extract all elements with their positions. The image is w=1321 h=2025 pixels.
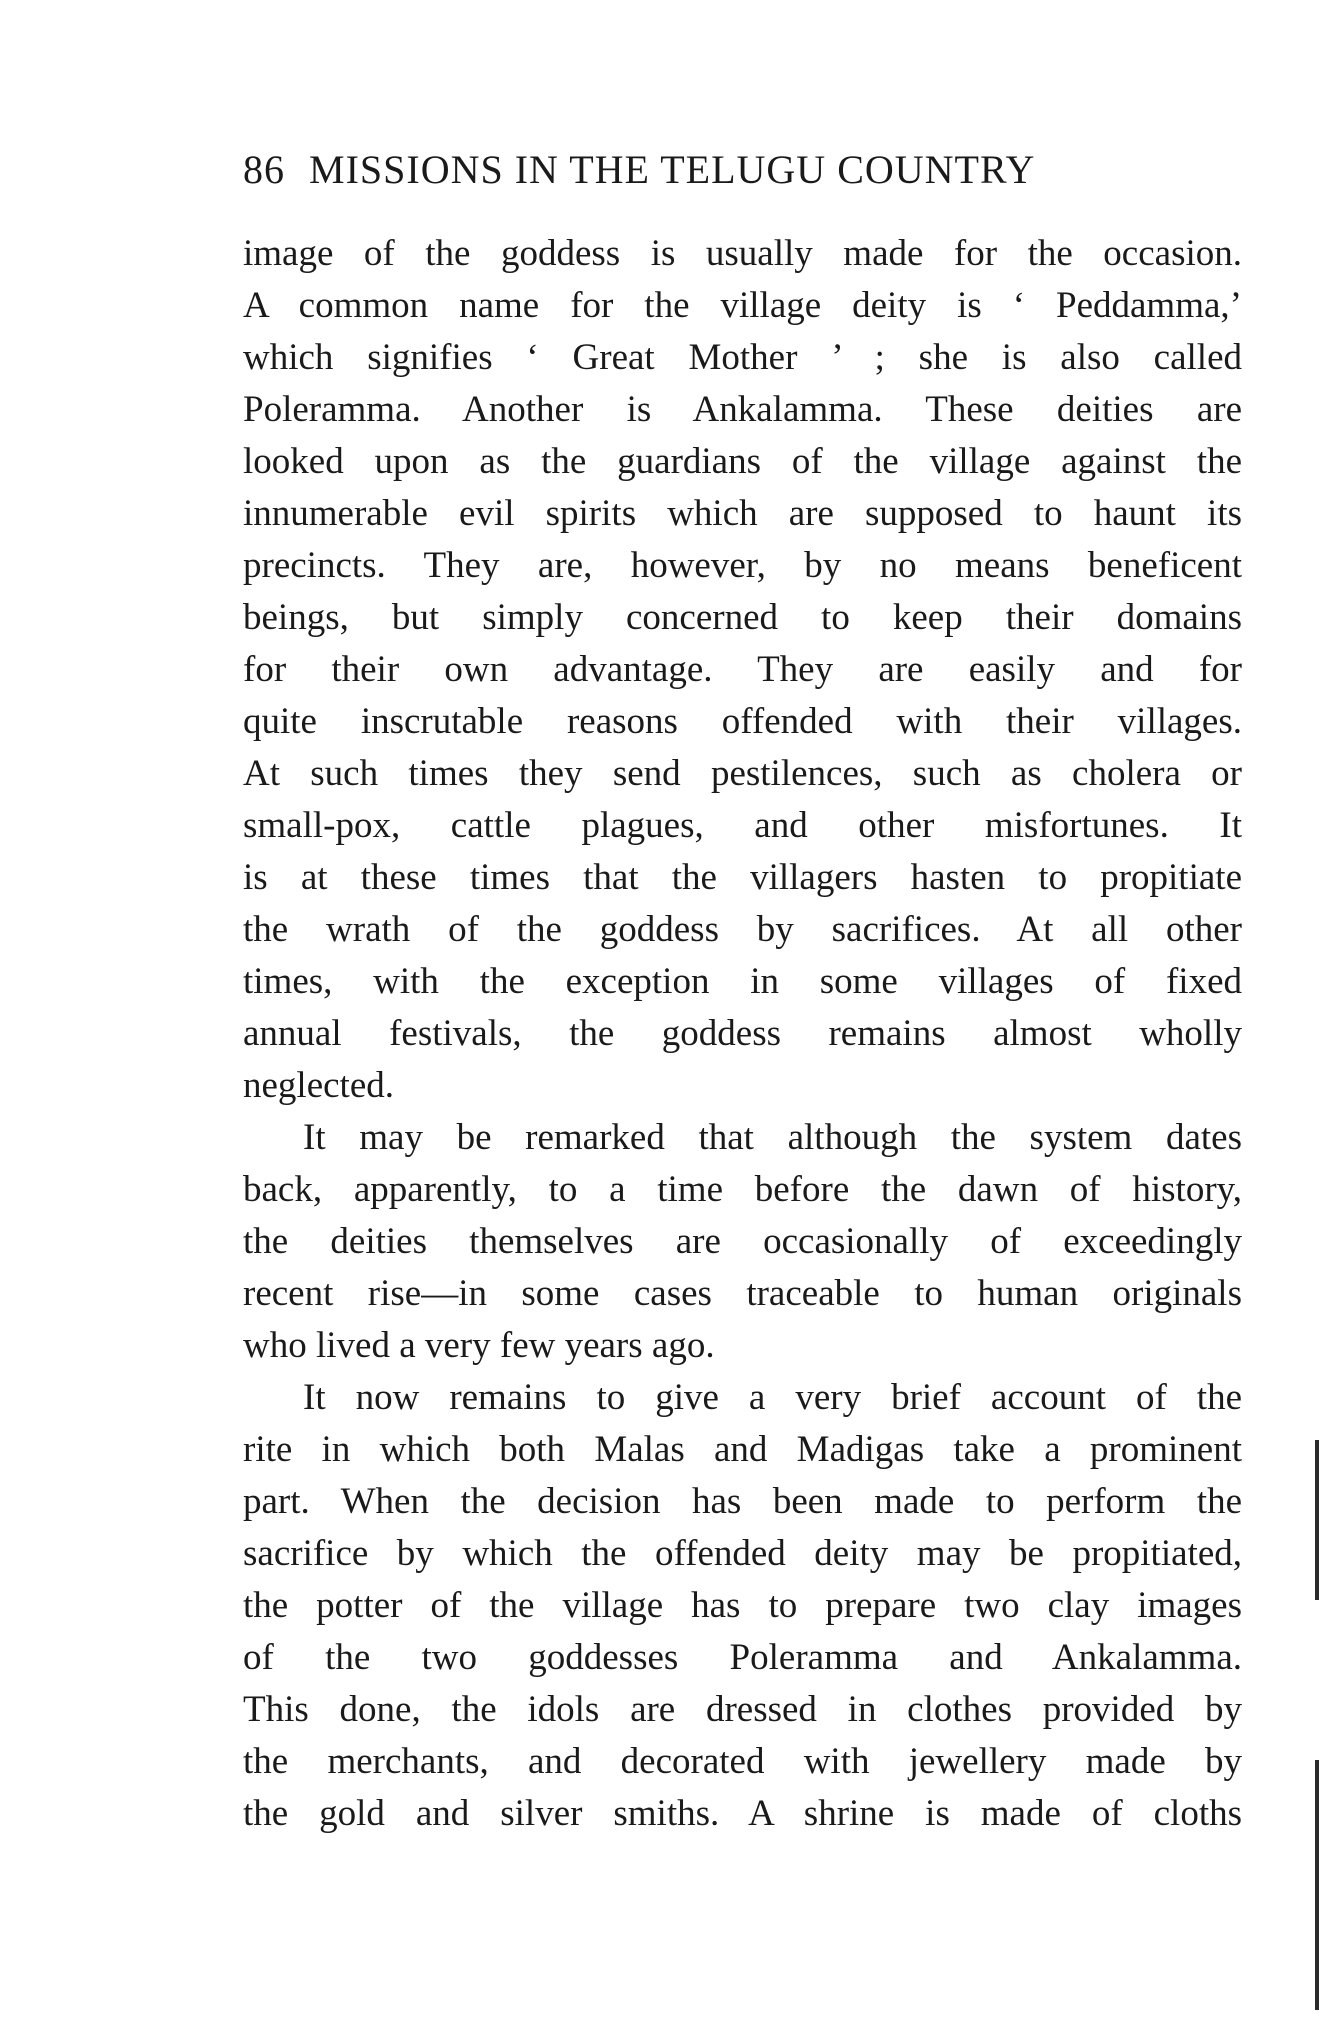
text-line: the potter of the village has to prepare two clay images bbox=[243, 1585, 1242, 1626]
text-line: neglected. bbox=[243, 1065, 394, 1106]
page-edge-shadow bbox=[1315, 1760, 1319, 2010]
text-line: annual festivals, the goddess remains almost wholly bbox=[243, 1013, 1242, 1054]
text-line: small-pox, cattle plagues, and other misfortunes. It bbox=[243, 805, 1242, 846]
text-line: who lived a very few years ago. bbox=[243, 1325, 715, 1366]
text-line: times, with the exception in some villages of fixed bbox=[243, 961, 1242, 1002]
text-line: It now remains to give a very brief account of the bbox=[303, 1377, 1242, 1418]
text-line: image of the goddess is usually made for the occasion. bbox=[243, 233, 1242, 274]
text-line: sacrifice by which the offended deity may be propitiated, bbox=[243, 1533, 1242, 1574]
running-head bbox=[243, 140, 1243, 200]
text-line: innumerable evil spirits which are supposed to haunt its bbox=[243, 493, 1242, 534]
text-line: the deities themselves are occasionally of exceedingly bbox=[243, 1221, 1242, 1262]
body-text bbox=[243, 228, 1242, 1840]
text-line: for their own advantage. They are easily and for bbox=[243, 649, 1242, 690]
text-line: rite in which both Malas and Madigas take a prominent bbox=[243, 1429, 1242, 1470]
text-line: recent rise—in some cases traceable to human originals bbox=[243, 1273, 1242, 1314]
text-line: back, apparently, to a time before the dawn of history, bbox=[243, 1169, 1242, 1210]
text-line: Poleramma. Another is Ankalamma. These deities are bbox=[243, 389, 1242, 430]
text-line: beings, but simply concerned to keep their domains bbox=[243, 597, 1242, 638]
page-number: 86 bbox=[243, 147, 285, 192]
text-line: precincts. They are, however, by no means beneficent bbox=[243, 545, 1242, 586]
page-edge-shadow bbox=[1315, 1440, 1319, 1600]
running-title: MISSIONS IN THE TELUGU COUNTRY bbox=[309, 147, 1036, 192]
text-line: the wrath of the goddess by sacrifices. At all other bbox=[243, 909, 1242, 950]
text-line: which signifies ‘ Great Mother ’ ; she is also called bbox=[243, 337, 1242, 378]
text-line: the gold and silver smiths. A shrine is made of cloths bbox=[243, 1793, 1242, 1834]
paragraph bbox=[243, 1112, 1242, 1372]
text-line: It may be remarked that although the system dates bbox=[303, 1117, 1242, 1158]
text-line: A common name for the village deity is ‘ Peddamma,’ bbox=[243, 285, 1242, 326]
paragraph bbox=[243, 228, 1242, 1112]
text-line: is at these times that the villagers hasten to propitiate bbox=[243, 857, 1242, 898]
text-line: looked upon as the guardians of the village against the bbox=[243, 441, 1242, 482]
text-line: This done, the idols are dressed in clothes provided by bbox=[243, 1689, 1242, 1730]
paragraph bbox=[243, 1372, 1242, 1840]
text-line: of the two goddesses Poleramma and Ankalamma. bbox=[243, 1637, 1242, 1678]
text-line: At such times they send pestilences, such as cholera or bbox=[243, 753, 1242, 794]
text-line: the merchants, and decorated with jewellery made by bbox=[243, 1741, 1242, 1782]
text-line: part. When the decision has been made to perform the bbox=[243, 1481, 1242, 1522]
text-line: quite inscrutable reasons offended with their villages. bbox=[243, 701, 1242, 742]
